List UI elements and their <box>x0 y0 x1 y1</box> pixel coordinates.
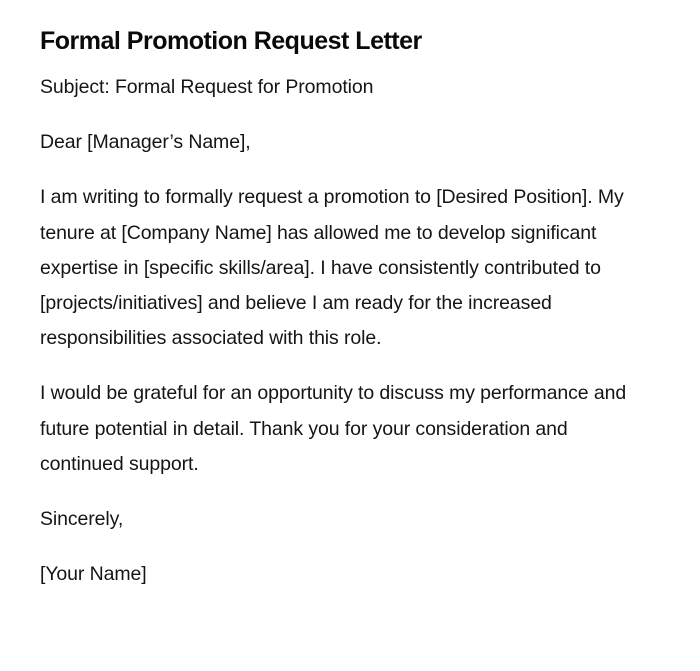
letter-signature: [Your Name] <box>40 563 147 586</box>
letter-closing: Sincerely, <box>40 508 124 531</box>
letter-salutation: Dear [Manager’s Name], <box>40 131 251 154</box>
letter-body-paragraph: I would be grateful for an opportunity to discuss my performance and future potential in detail. Thank you for your consideration and continued support. <box>40 382 627 475</box>
letter-body-paragraph: I am writing to formally request a promotion to [Desired Position]. My tenure at [Company Name] has allowed me to develop significant expertise in [specific skills/area]. I have consistently contributed to [projects/initiatives] and believe I am ready for the increased responsibilities associated with this role. <box>40 186 624 350</box>
letter-title: Formal Promotion Request Letter <box>40 27 422 55</box>
letter-subject: Subject: Formal Request for Promotion <box>40 76 374 98</box>
